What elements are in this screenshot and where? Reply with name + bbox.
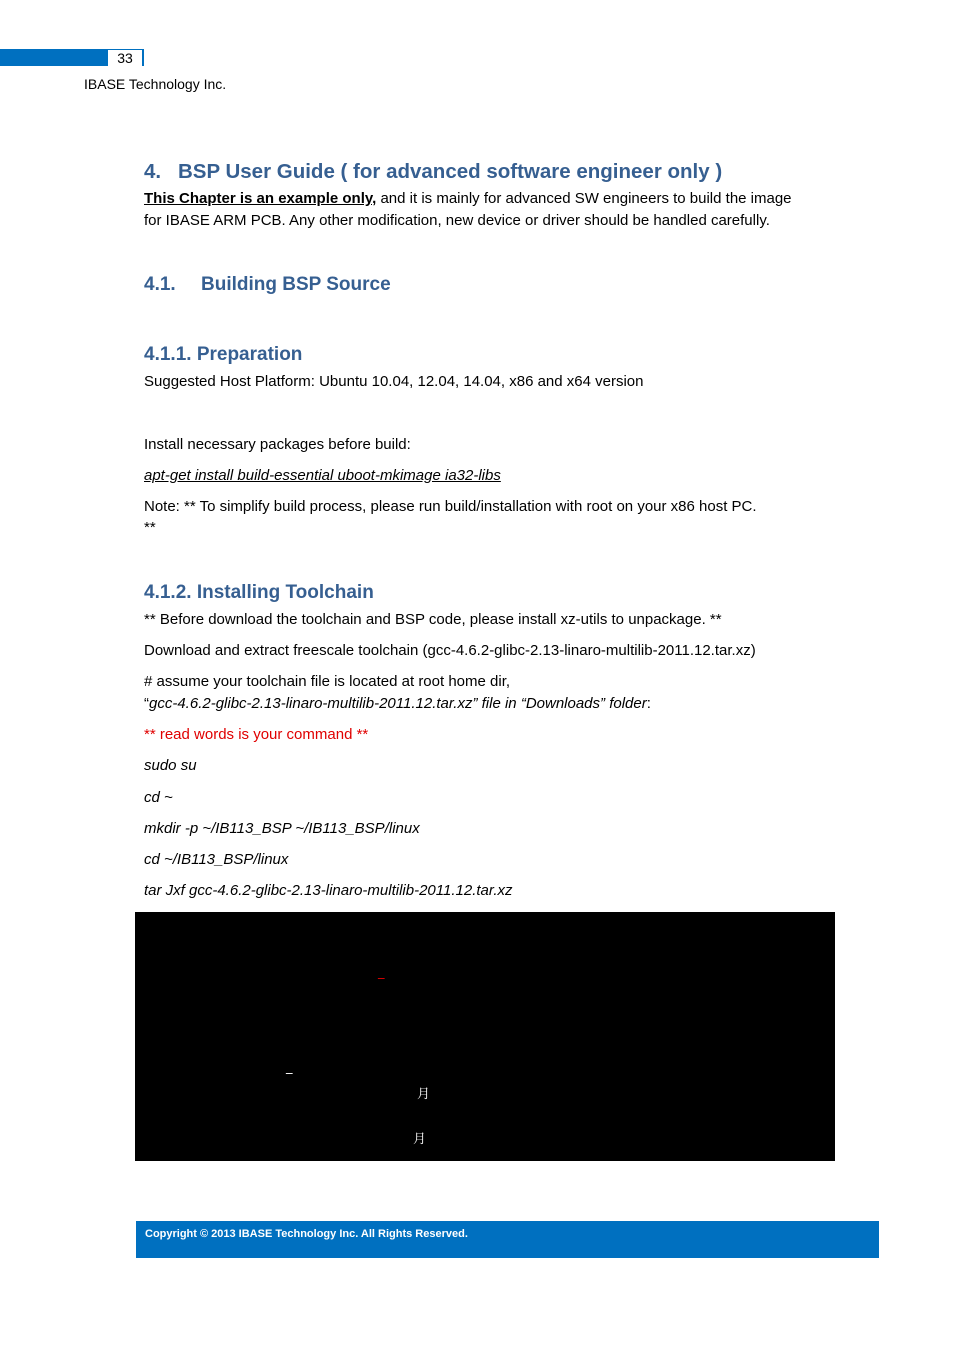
download-instruction: Download and extract freescale toolchain (gcc-4.6.2-glibc-2.13-linaro-multilib-2011.12.tar.xz)	[144, 642, 756, 659]
root-note-line2: **	[144, 519, 156, 536]
intro-emphasis: This Chapter is an example only,	[144, 190, 377, 207]
command-line: tar Jxf gcc-4.6.2-glibc-2.13-linaro-multilib-2011.12.tar.xz	[144, 882, 513, 899]
install-command-line	[144, 465, 834, 487]
section-heading	[144, 159, 722, 185]
terminal-screenshot	[135, 912, 835, 1161]
command-line: mkdir -p ~/IB113_BSP ~/IB113_BSP/linux	[144, 820, 420, 837]
page-number: 33	[108, 50, 142, 66]
install-command: apt-get install build-essential uboot-mkimage ia32-libs	[144, 467, 501, 484]
toolchain-heading: 4.1.2. Installing Toolchain	[144, 582, 374, 603]
assume-line2	[144, 693, 834, 715]
assume-open-quote: “	[144, 695, 149, 712]
section-title: BSP User Guide ( for advanced software engineer only )	[178, 160, 723, 183]
xz-utils-note: ** Before download the toolchain and BSP code, please install xz-utils to unpackage. **	[144, 611, 722, 628]
host-platform-text: Suggested Host Platform: Ubuntu 10.04, 12.04, 14.04, x86 and x64 version	[144, 373, 644, 390]
copyright-text: Copyright © 2013 IBASE Technology Inc. All Rights Reserved.	[145, 1228, 468, 1240]
assume-filename: gcc-4.6.2-glibc-2.13-linaro-multilib-2011.12.tar.xz” file in “Downloads” folder	[149, 695, 647, 712]
subsection-title: Building BSP Source	[201, 274, 391, 295]
company-name: IBASE Technology Inc.	[84, 76, 227, 92]
install-label: Install necessary packages before build:	[144, 436, 411, 453]
terminal-cursor: _	[286, 1060, 293, 1075]
subsection-heading	[144, 273, 391, 297]
subsection-number: 4.1.	[144, 274, 176, 295]
command-line: sudo su	[144, 757, 197, 774]
intro-paragraph-line2: for IBASE ARM PCB. Any other modification, new device or driver should be handled carefully.	[144, 212, 770, 229]
intro-line1-rest: and it is mainly for advanced SW engineers to build the image	[376, 190, 792, 207]
footer-bar	[136, 1221, 879, 1258]
terminal-red-cursor: _	[378, 965, 385, 980]
terminal-month-glyph: 月	[413, 1132, 427, 1147]
terminal-month-glyph: 月	[417, 1087, 431, 1102]
command-line: cd ~	[144, 789, 173, 806]
assume-colon: :	[646, 695, 651, 712]
root-note-line1: Note: ** To simplify build process, please run build/installation with root on your x86 host PC.	[144, 498, 757, 515]
assume-line1: # assume your toolchain file is located at root home dir,	[144, 673, 511, 690]
preparation-heading: 4.1.1. Preparation	[144, 344, 303, 365]
red-command-note: ** read words is your command **	[144, 726, 369, 743]
command-line: cd ~/IB113_BSP/linux	[144, 851, 289, 868]
intro-paragraph-line1	[144, 188, 834, 210]
section-number: 4.	[144, 160, 162, 183]
